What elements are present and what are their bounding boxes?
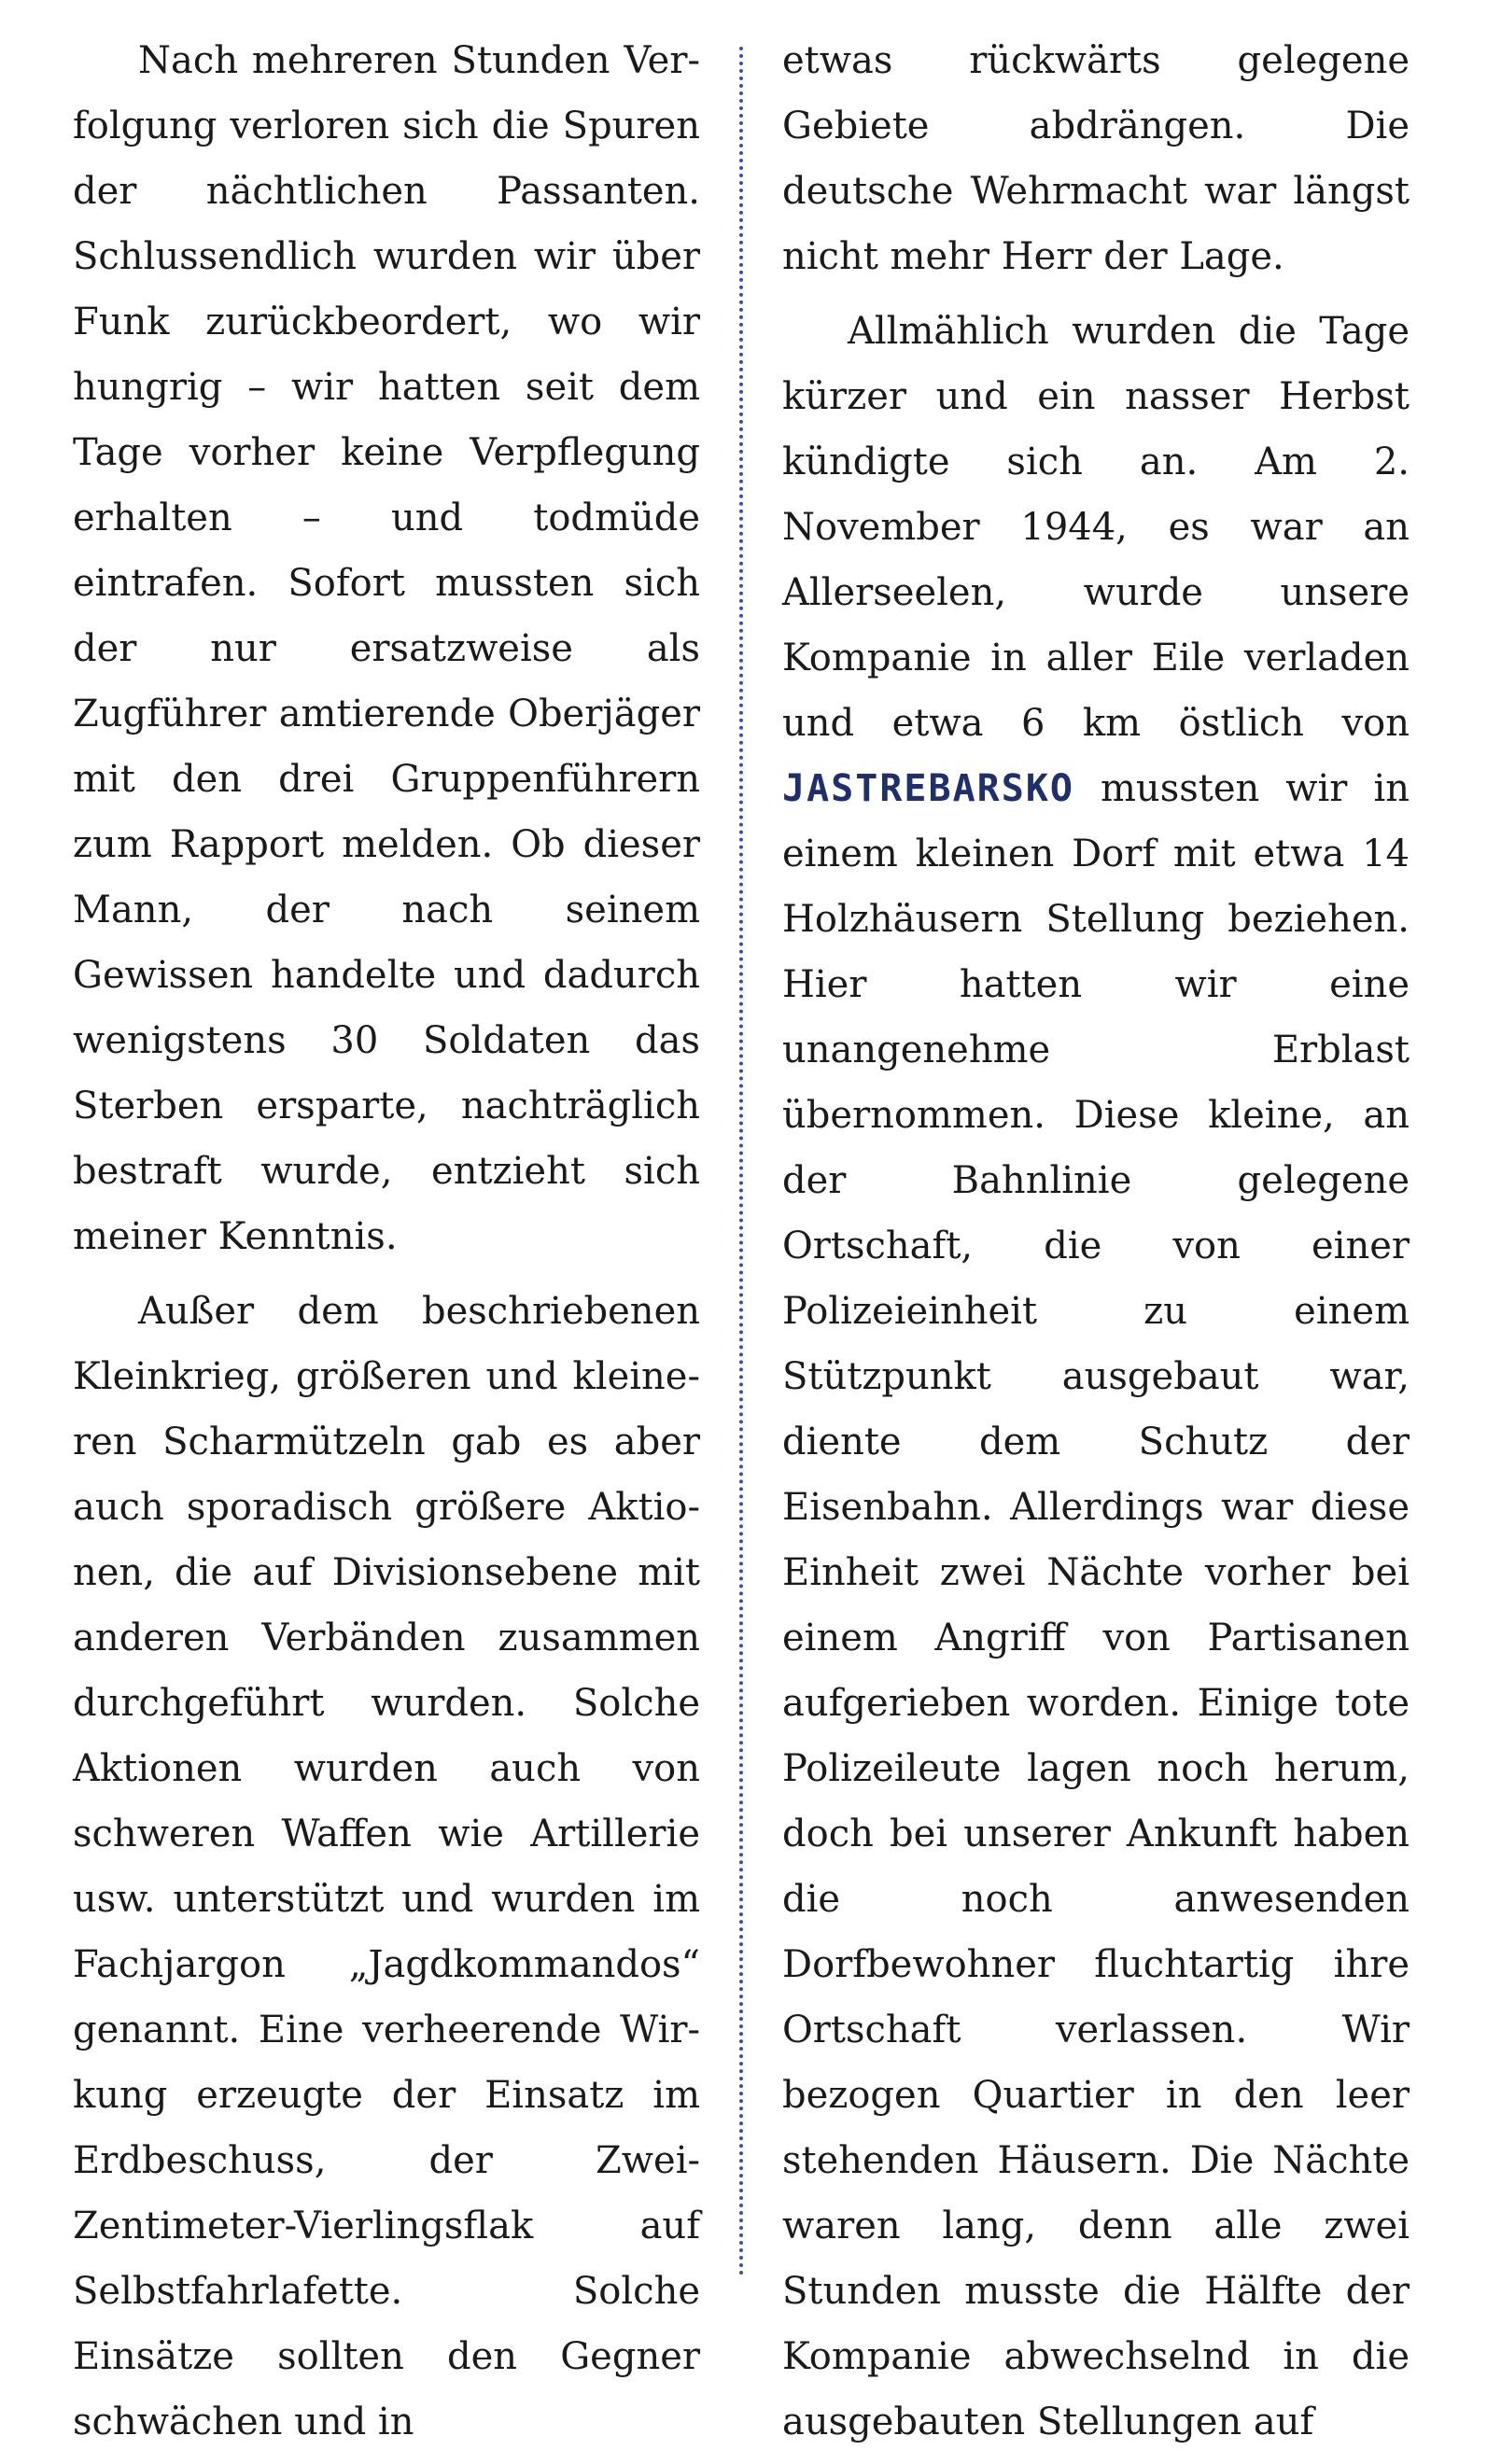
place-name-highlight: JASTREBARSKO (782, 767, 1074, 810)
column-divider (739, 47, 743, 2277)
paragraph-left-2: Außer dem beschriebenen Kleinkrieg, größeren und kleineren Scharmützeln gab es aber auch sporadisch größere Aktionen, die auf Divisionsebene mit anderen Verbänden zusammen durchgeführt wurden. Solche Aktionen wurden auch von schweren Waffen wie Artillerie usw. unterstützt und wurden im Fachjargon „Jagdkommandos“ genannt. Eine verheerende Wirkung erzeugte der Einsatz im Erdbeschuss, der Zwei-Zentimeter-Vierlingsflak auf Selbstfahrlafette. Solche Einsätze sollten den Gegner schwächen und in (73, 1290, 700, 2443)
paragraph-right-2-end: mussten wir in einem kleinen Dorf mit etwa 14 Holzhäusern Stellung beziehen. Hier hatten wir eine unangenehme Erblast übernommen. Diese kleine, an der Bahnlinie gelegene Ortschaft, die von einer Polizeieinheit zu einem Stützpunkt ausgebaut war, diente dem Schutz der Eisenbahn. Allerdings war diese Einheit zwei Nächte vorher bei einem Angriff von Partisanen aufgerieben worden. Einige tote Polizeileute lagen noch herum, doch bei unserer Ankunft haben die noch anwesenden Dorfbewohner fluchtartig ihre Ortschaft verlassen. Wir bezogen Quartier in den leer stehenden Häusern. Die Nächte waren lang, denn alle zwei Stunden musste die Hälfte der Kompanie abwechselnd in die ausgebauten Stellungen auf (782, 767, 1410, 2443)
left-text-column (73, 28, 700, 2464)
paragraph-right-2-start: Allmählich wurden die Tage kürzer und ein nasser Herbst kündigte sich an. Am 2. November 1944, es war an Allerseelen, wurde unsere Kompanie in aller Eile verladen und etwa 6 km östlich von (782, 310, 1410, 745)
paragraph-right-2 (782, 299, 1410, 2455)
right-text-column (782, 28, 1410, 2464)
paragraph-right-1: etwas rückwärts gelegene Gebiete abdrängen. Die deutsche Wehrmacht war längst nicht mehr Herr der Lage. (782, 39, 1410, 278)
paragraph-left-1: Nach mehreren Stunden Verfolgung verloren sich die Spuren der nächtlichen Passanten. Schlussendlich wurden wir über Funk zurückbeordert, wo wir hungrig – wir hatten seit dem Tage vorher keine Verpflegung erhalten – und todmüde eintrafen. Sofort mussten sich der nur ersatzweise als Zugführer amtierende Oberjäger mit den drei Gruppenführern zum Rapport melden. Ob dieser Mann, der nach seinem Gewissen handelte und dadurch wenigstens 30 Soldaten das Sterben ersparte, nachträglich bestraft wurde, entzieht sich meiner Kenntnis. (73, 39, 700, 1258)
